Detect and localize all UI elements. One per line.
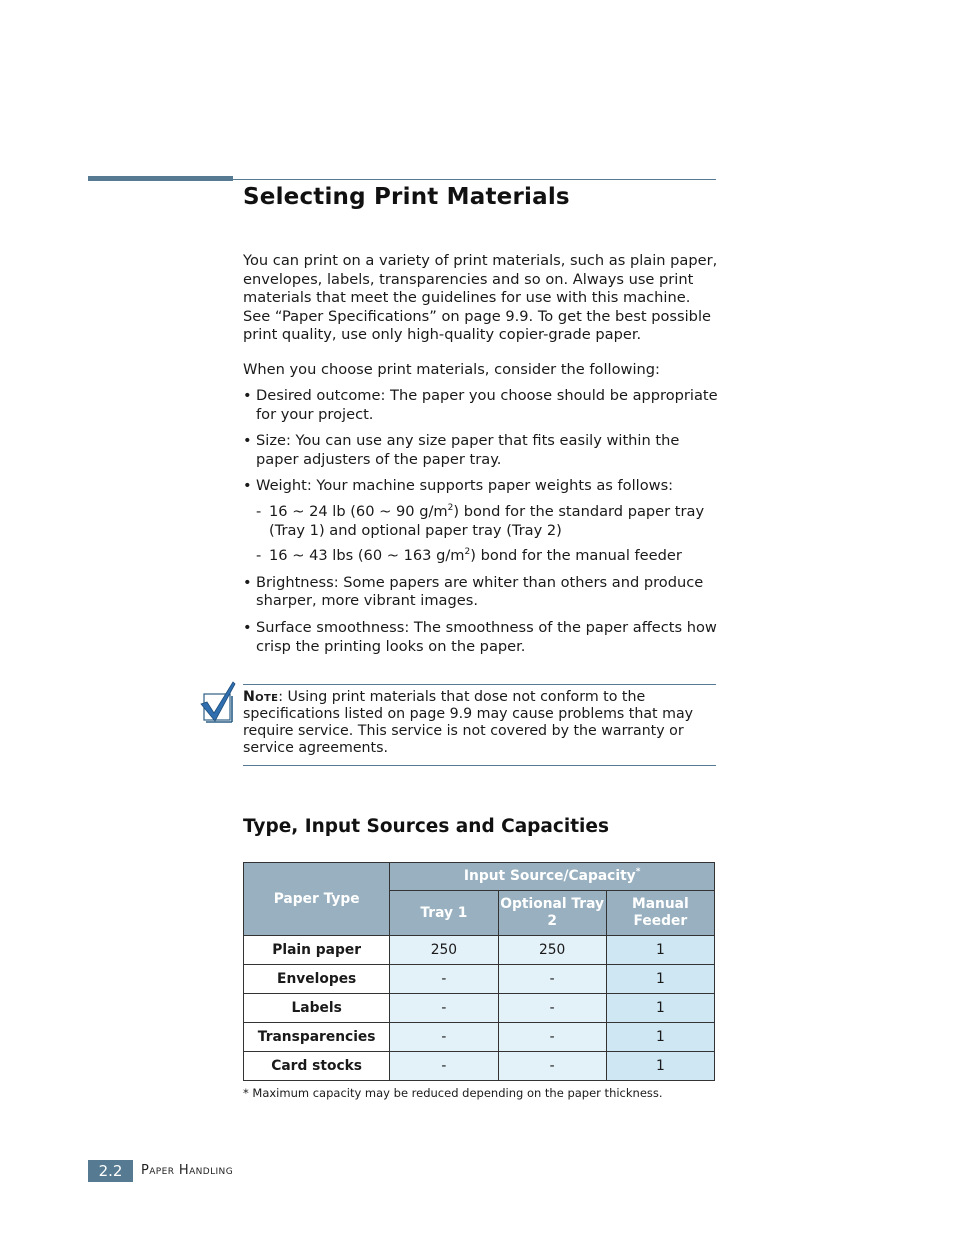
cell-tray1: - xyxy=(390,1052,498,1081)
sub-list-item xyxy=(256,503,718,540)
table-row xyxy=(244,1052,715,1081)
superscript: 2 xyxy=(464,547,471,558)
heading-rule xyxy=(233,179,716,180)
bullet-brightness: Brightness: Some papers are whiter than others and produce sharper, more vibrant images. xyxy=(256,573,704,610)
cell-manual: 1 xyxy=(606,936,714,965)
header-tray1: Tray 1 xyxy=(390,891,498,936)
cell-tray2: 250 xyxy=(498,936,606,965)
bullet-weight: Weight: Your machine supports paper weights as follows: xyxy=(256,477,674,495)
list-item xyxy=(243,387,718,424)
list-item xyxy=(243,574,718,611)
row-type: Envelopes xyxy=(244,965,390,994)
cell-tray2: - xyxy=(498,994,606,1023)
cell-tray2: - xyxy=(498,965,606,994)
row-type: Plain paper xyxy=(244,936,390,965)
table-row xyxy=(244,965,715,994)
cell-manual: 1 xyxy=(606,965,714,994)
table-footnote: * Maximum capacity may be reduced depending on the paper thickness. xyxy=(243,1086,663,1100)
cell-tray2: - xyxy=(498,1023,606,1052)
table-row xyxy=(244,1023,715,1052)
table-row xyxy=(244,936,715,965)
cell-manual: 1 xyxy=(606,994,714,1023)
table-row xyxy=(244,994,715,1023)
superscript: 2 xyxy=(447,502,454,513)
list-item xyxy=(243,432,718,469)
header-input-source-text: Input Source/Capacity xyxy=(463,868,636,885)
bullet-smoothness: Surface smoothness: The smoothness of the paper affects how crisp the printing looks on the paper. xyxy=(256,618,717,655)
cell-tray1: - xyxy=(390,965,498,994)
sub-list-item xyxy=(256,547,718,566)
weight-manual-text: 16 ~ 43 lbs (60 ~ 163 g/m xyxy=(269,547,465,565)
note-label: Note xyxy=(243,689,279,705)
cell-tray1: - xyxy=(390,994,498,1023)
row-type: Transparencies xyxy=(244,1023,390,1052)
weight-manual-text-end: ) bond for the manual feeder xyxy=(470,547,682,565)
cell-tray2: - xyxy=(498,1052,606,1081)
header-tray2: Optional Tray 2 xyxy=(498,891,606,936)
cell-tray1: 250 xyxy=(390,936,498,965)
note-divider-bottom xyxy=(243,765,716,766)
note-divider-top xyxy=(243,684,716,685)
chapter-title: Paper Handling xyxy=(141,1163,234,1178)
section-heading: Type, Input Sources and Capacities xyxy=(243,816,609,837)
intro-paragraph: You can print on a variety of print materials, such as plain paper, envelopes, labels, transparencies and so on. Always use print materials that meet the guidelines for use with this machine. See “Paper Specifications” on page 9.9. To get the best possible print quality, use only high-quality copier-grade paper. xyxy=(243,252,718,344)
consider-paragraph: When you choose print materials, consider the following: xyxy=(243,361,660,378)
header-input-source xyxy=(390,863,715,891)
header-manual: Manual Feeder xyxy=(606,891,714,936)
cell-manual: 1 xyxy=(606,1023,714,1052)
row-type: Labels xyxy=(244,994,390,1023)
weight-sublist xyxy=(256,503,718,566)
row-type: Card stocks xyxy=(244,1052,390,1081)
bullet-outcome: Desired outcome: The paper you choose should be appropriate for your project. xyxy=(256,387,718,423)
weight-standard-text-end: ) bond for the standard paper tray (Tray 1) and optional paper tray (Tray 2) xyxy=(269,502,705,539)
capacity-table xyxy=(243,862,715,1081)
cell-tray1: - xyxy=(390,1023,498,1052)
cell-manual: 1 xyxy=(606,1052,714,1081)
note-text: : Using print materials that dose not conform to the specifications listed on page 9.9 may cause problems that may require service. This service is not covered by the warranty or service agreements. xyxy=(243,689,694,756)
considerations-list xyxy=(243,387,718,664)
checkmark-note-icon xyxy=(199,680,237,724)
page-number: 2.2 xyxy=(88,1160,133,1182)
list-item xyxy=(243,477,718,565)
header-paper-type: Paper Type xyxy=(244,863,390,936)
weight-standard-text: 16 ~ 24 lb (60 ~ 90 g/m xyxy=(269,502,448,520)
bullet-size: Size: You can use any size paper that fits easily within the paper adjusters of the paper tray. xyxy=(256,432,680,468)
note-box xyxy=(243,689,718,757)
page-title: Selecting Print Materials xyxy=(243,184,570,210)
list-item xyxy=(243,619,718,656)
heading-rule-accent xyxy=(88,176,233,181)
footnote-mark: * xyxy=(635,867,641,878)
